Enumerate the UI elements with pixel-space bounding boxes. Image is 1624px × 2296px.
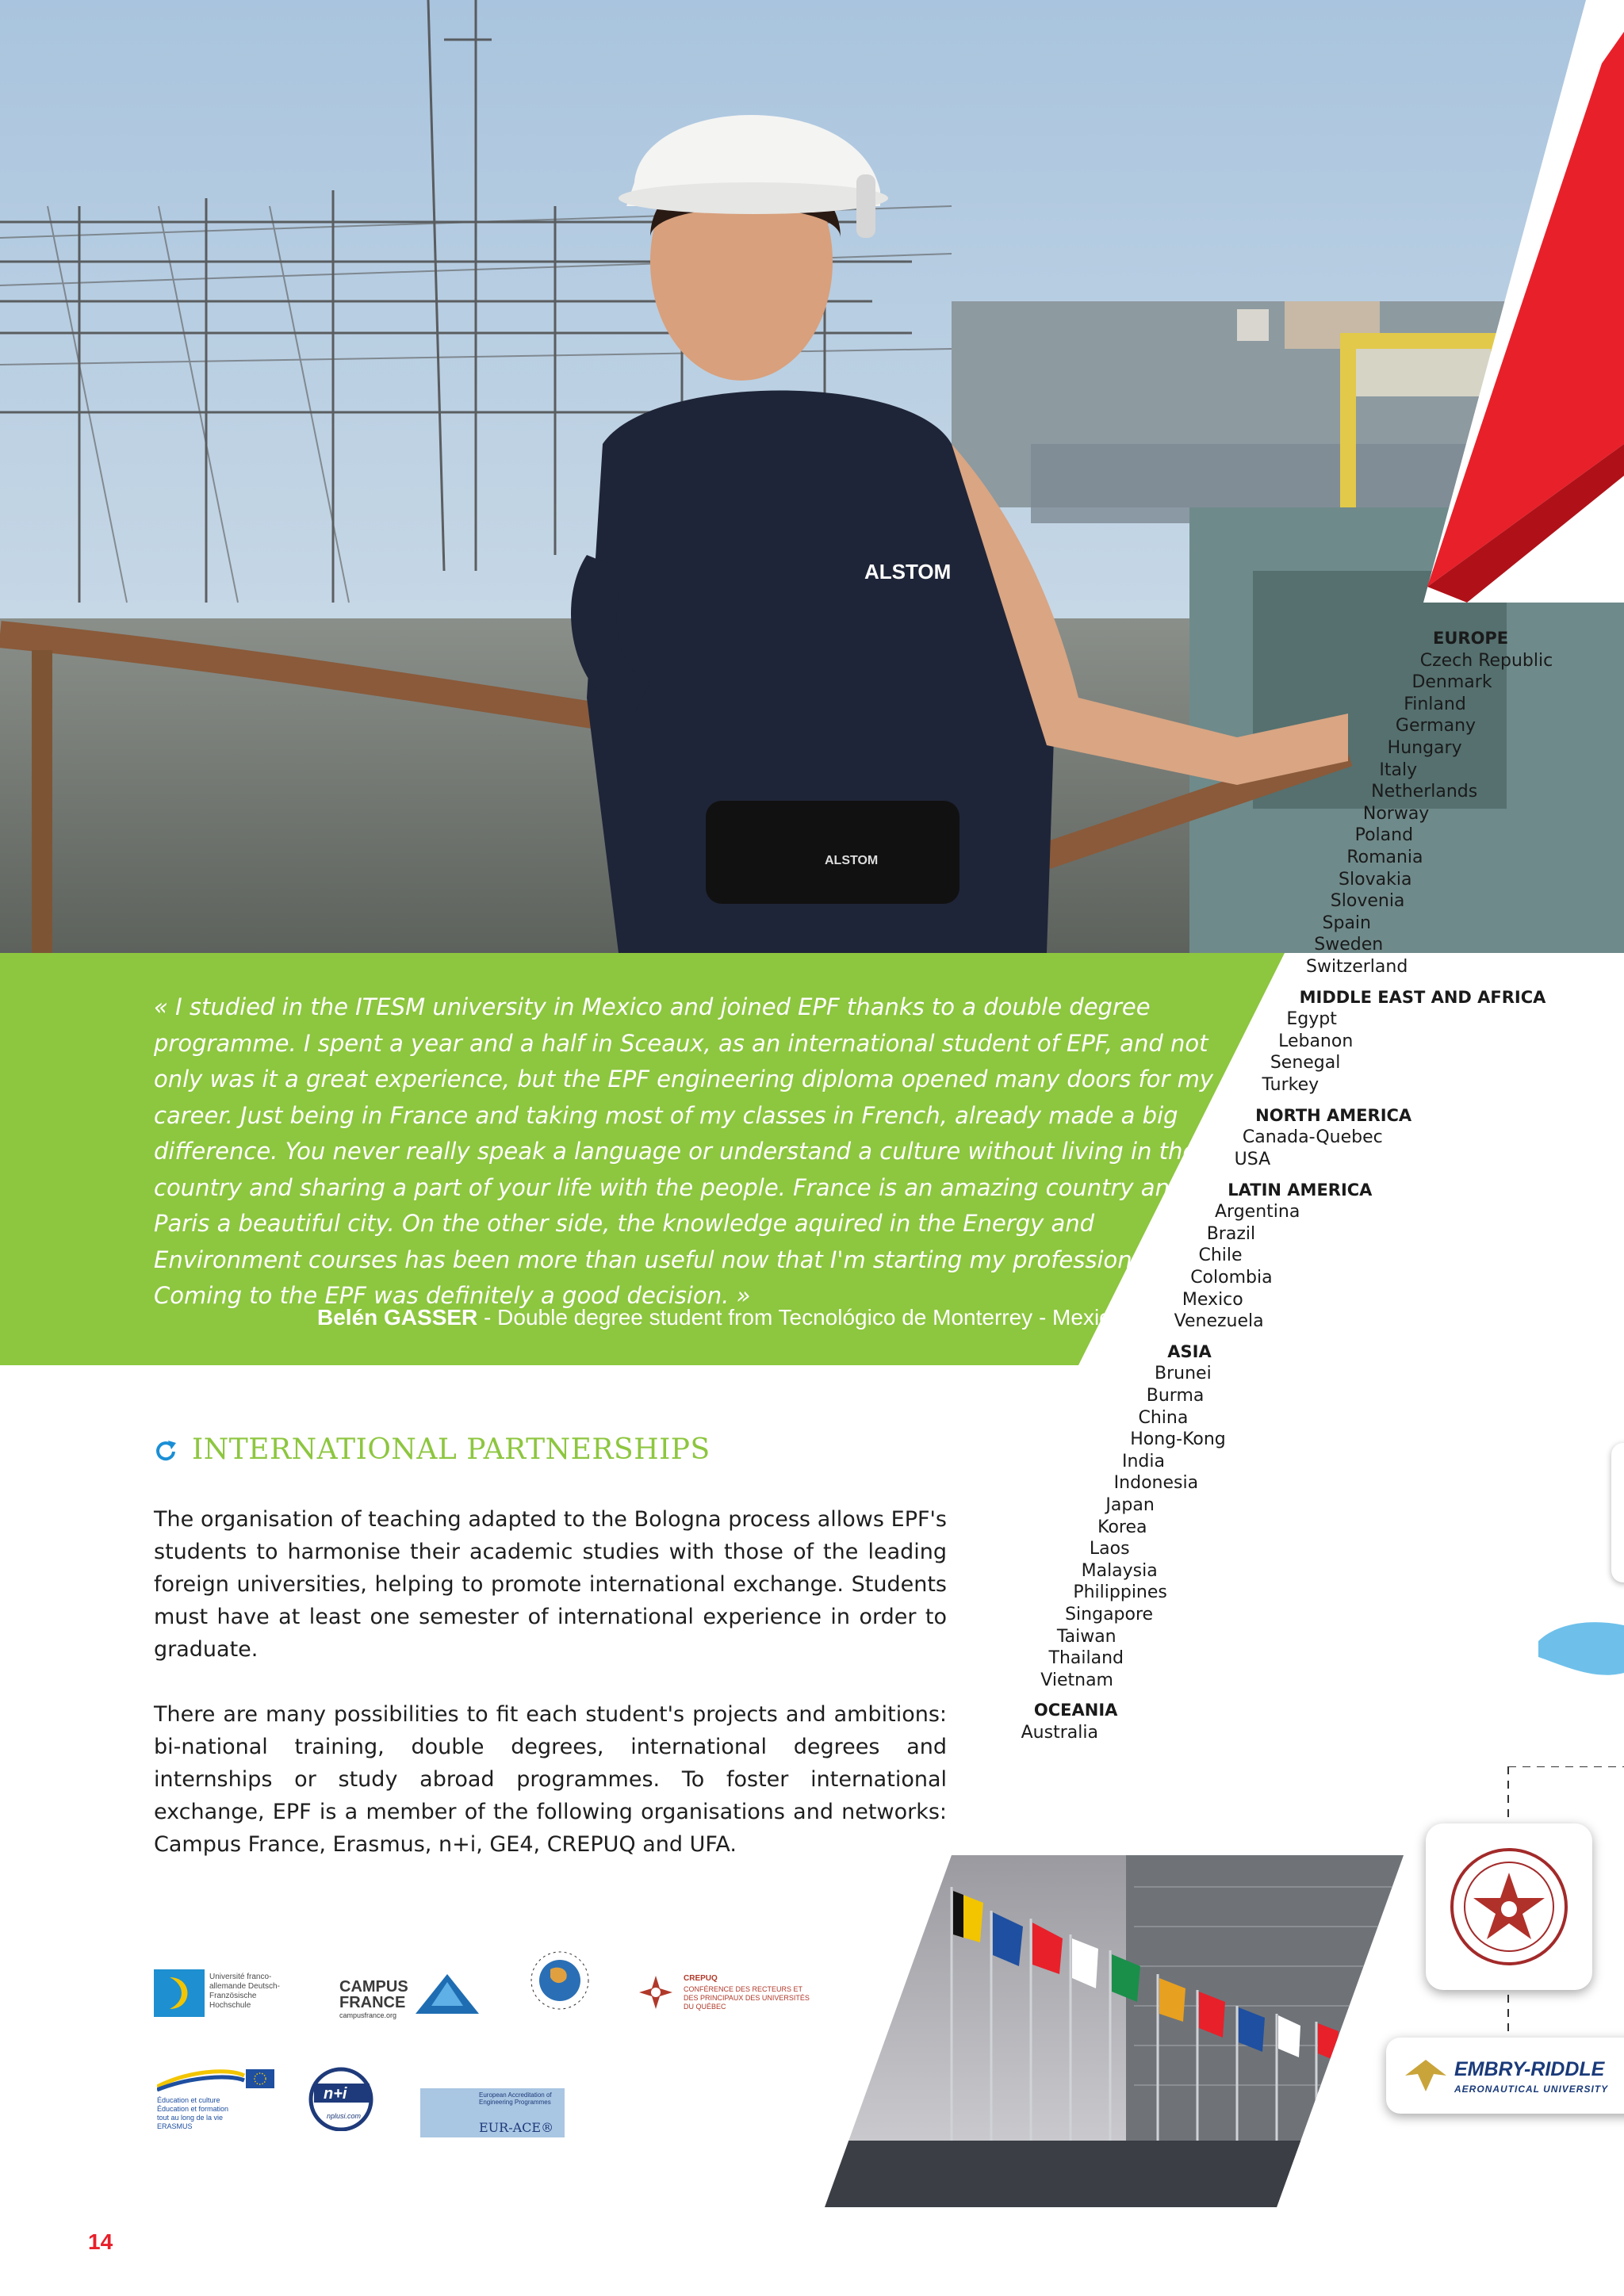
country-item: Lebanon — [1278, 1031, 1354, 1051]
testimonial-author: Belén GASSER — [317, 1305, 478, 1330]
country-item: Philippines — [1073, 1582, 1167, 1603]
country-item: Senegal — [1270, 1053, 1341, 1073]
country-item: China — [1138, 1407, 1189, 1428]
refresh-arrow-icon — [154, 1438, 178, 1462]
ufa-logo — [154, 1969, 297, 2017]
erasmus-text: Éducation et culture Éducation et formation tout au long de la vie ERASMUS — [157, 2096, 229, 2130]
eur-ace-text: European Accreditation of Engineering Programmes — [479, 2091, 552, 2106]
country-item: Romania — [1346, 848, 1423, 867]
country-item: Canada-Quebec — [1242, 1127, 1383, 1148]
country-item: Germany — [1395, 716, 1477, 737]
country-item: Italy — [1379, 760, 1418, 780]
country-item: Japan — [1105, 1494, 1155, 1515]
testimonial-author-role: - Double degree student from Tecnológico de Monterrey - Mexico — [477, 1305, 1123, 1330]
country-item: Indonesia — [1113, 1473, 1199, 1494]
embry-riddle-card — [1386, 2038, 1624, 2114]
country-item: Hungary — [1387, 738, 1462, 758]
country-item: Slovenia — [1330, 891, 1405, 912]
country-item: Laos — [1089, 1539, 1130, 1559]
country-item: Poland — [1354, 825, 1414, 846]
bag-logo: ALSTOM — [825, 854, 879, 867]
region-heading: NORTH AMERICA — [1255, 1105, 1412, 1125]
country-item: Netherlands — [1371, 782, 1478, 802]
ufa-text: Université franco-allemande Deutsch-Französische Hochschule — [209, 1973, 280, 2010]
erasmus-swoosh-icon — [157, 2066, 276, 2091]
region-heading: LATIN AMERICA — [1228, 1180, 1373, 1200]
ge4-globe-logo — [527, 1946, 593, 2012]
crepuq-text: CONFÉRENCE DES RECTEURS ET DES PRINCIPAUX DES UNIVERSITÉS DU QUÉBEC — [684, 1985, 810, 2011]
flags-photo — [825, 1855, 1404, 2207]
country-item: Hong-Kong — [1130, 1429, 1226, 1450]
embry-riddle-name: EMBRY-RIDDLE — [1454, 2058, 1605, 2080]
campus-france-triangles-icon — [416, 1974, 479, 2014]
engineer-photo — [0, 0, 1624, 953]
region-heading: EUROPE — [1433, 629, 1509, 648]
page-number: 14 — [88, 2229, 113, 2254]
university-seal-icon — [1426, 1823, 1592, 1990]
region-heading: MIDDLE EAST AND AFRICA — [1299, 987, 1546, 1007]
map-fragment — [1530, 1609, 1624, 1681]
eagle-icon — [1402, 2052, 1450, 2099]
country-item: USA — [1234, 1149, 1271, 1169]
paragraph-bologna: The organisation of teaching adapted to the Bologna process allows EPF's students to harmonise their academic studies with those of the leading foreign universities, helping to promote international exchange. Students must have at least one semester of international experience in order to graduate. — [154, 1507, 947, 1662]
crepuq-logo — [638, 1971, 812, 2019]
crepuq-title: CREPUQ — [684, 1974, 718, 1983]
partner-seal-card — [1426, 1823, 1592, 1990]
eur-ace-logo — [420, 2088, 565, 2137]
n-plus-i-logo — [306, 2064, 385, 2136]
country-item: Czech Republic — [1419, 650, 1553, 671]
country-item: Thailand — [1048, 1648, 1124, 1669]
country-item: India — [1121, 1451, 1165, 1471]
country-item: Chile — [1198, 1246, 1243, 1266]
country-item: Sweden — [1314, 935, 1384, 955]
n-plus-i-url: nplusi.com — [327, 2112, 362, 2120]
testimonial-signature — [317, 1305, 1123, 1330]
shirt-logo: ALSTOM — [864, 560, 952, 584]
section-heading — [154, 1433, 710, 1466]
ufa-emblem-icon — [154, 1969, 205, 2017]
section-title: INTERNATIONAL PARTNERSHIPS — [192, 1433, 710, 1466]
campus-france-word2: FRANCE — [339, 1994, 406, 2011]
country-item: Venezuela — [1174, 1311, 1264, 1332]
country-item: Brazil — [1206, 1223, 1256, 1244]
country-item: Vietnam — [1040, 1670, 1113, 1690]
country-item: Switzerland — [1305, 957, 1408, 977]
side-tab — [1611, 1443, 1624, 1582]
country-item: Colombia — [1190, 1267, 1273, 1288]
paragraph-possibilities: There are many possibilities to fit each student's projects and ambitions: bi-national training, double degrees, international degrees and internships or study abroad programmes. To foster international exchange, EPF is a member of the following organisations and networks: Campus France, Erasmus, n+i, GE4, CREPUQ and UFA. — [154, 1702, 947, 1857]
country-item: Spain — [1322, 913, 1371, 933]
country-item: Malaysia — [1081, 1560, 1158, 1581]
country-item: Finland — [1404, 694, 1466, 714]
erasmus-logo — [157, 2066, 276, 2137]
campus-france-logo — [339, 1971, 482, 2019]
country-item: Mexico — [1182, 1289, 1243, 1310]
country-item: Norway — [1362, 803, 1430, 824]
campus-france-url: campusfrance.org — [339, 2011, 397, 2019]
country-item: Argentina — [1214, 1202, 1300, 1223]
eur-ace-label: EUR-ACE® — [479, 2120, 554, 2135]
country-item: Denmark — [1411, 672, 1492, 693]
testimonial-quote: « I studied in the ITESM university in Mexico and joined EPF thanks to a double degree programme. I spent a year and a half in Sceaux, as an international student of EPF, and not only was it a great experience, but the EPF engineering diploma opened many doors for my career. Just being in France and taking most of my classes in French, already made a big difference. You never really speak a language or understand a culture without living in the country and sharing a part of your life with the people. France is an amazing country and Paris a beautiful city. On the other side, the knowledge aquired in the Energy and Environment courses has been more than useful now that I'm starting my professional life. Coming to the EPF was definitely a good decision. » — [154, 993, 1214, 1309]
crepuq-emblem-icon — [638, 1974, 674, 2011]
country-item: Turkey — [1262, 1075, 1320, 1096]
country-item: Brunei — [1155, 1364, 1212, 1384]
country-item: Egypt — [1286, 1009, 1337, 1030]
country-item: Singapore — [1065, 1604, 1154, 1624]
country-item: Korea — [1097, 1517, 1147, 1537]
region-heading: OCEANIA — [1033, 1701, 1118, 1720]
n-plus-i-text: n+i — [324, 2085, 347, 2103]
campus-france-word1: CAMPUS — [339, 1978, 408, 1996]
embry-riddle-subtitle: AERONAUTICAL UNIVERSITY — [1454, 2084, 1609, 2095]
country-item: Burma — [1146, 1385, 1205, 1406]
country-item: Slovakia — [1339, 869, 1412, 890]
country-item: Australia — [1021, 1723, 1098, 1743]
decorative-red-stripe — [1419, 0, 1624, 603]
country-item: Taiwan — [1056, 1626, 1116, 1647]
section-body — [154, 1503, 947, 1893]
region-heading: ASIA — [1167, 1341, 1212, 1361]
